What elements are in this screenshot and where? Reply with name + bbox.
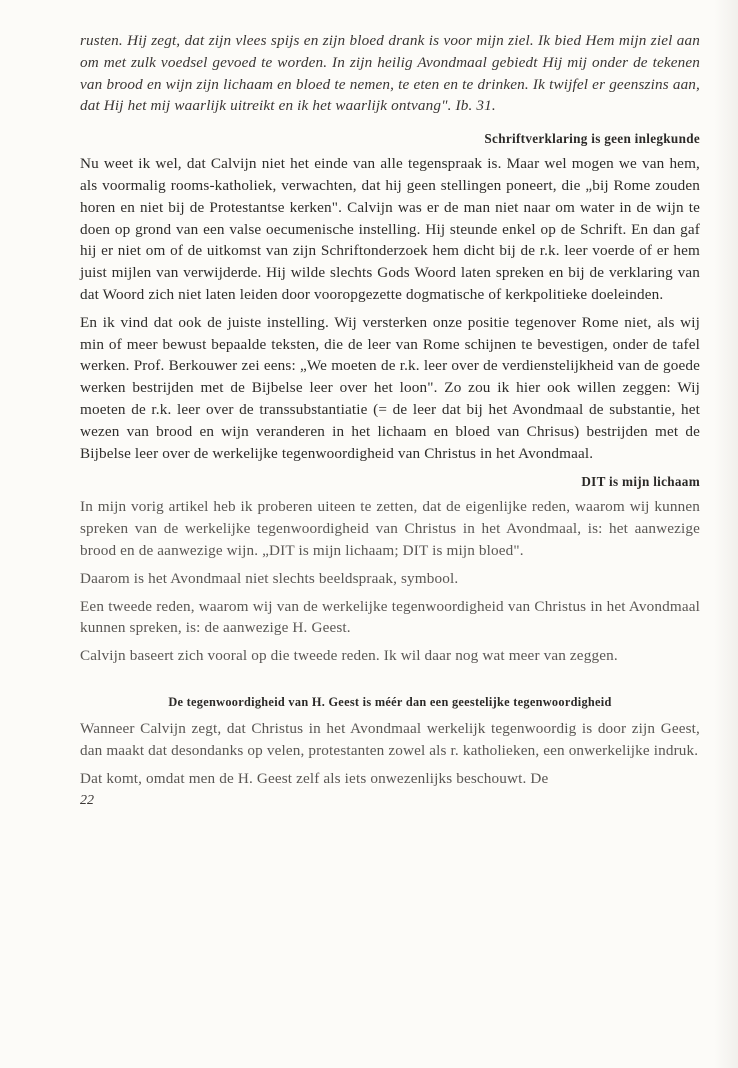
- section-heading-schriftverklaring: Schriftverklaring is geen inlegkunde: [484, 131, 700, 147]
- paragraph: Nu weet ik wel, dat Calvijn niet het einde van alle tegenspraak is. Maar wel mogen we van hem, als voormalig rooms-katholiek, verwachten, dat hij geen stellingen poneert, die „bij Rome zouden horen en niet bij de Protestantse kerken". Calvijn was er de man niet naar om water in de wijn te doen op grond van een valse oecumenische instelling. Hij steunde enkel op de Schrift. En dan gaf hij er niet om of de uitkomst van zijn Schriftonderzoek hem dicht bij de r.k. leer voerde of er hem juist mijlen van verwijderde. Hij wilde slechts Gods Woord laten spreken en bij de verklaring van dat Woord zich niet laten leiden door vooropgezette dogmatische of kerkpolitieke doeleinden.: [80, 155, 700, 303]
- paragraph: Dat komt, omdat men de H. Geest zelf als iets onwezenlijks beschouwt. De: [80, 769, 549, 787]
- paragraph: Een tweede reden, waarom wij van de werkelijke tegenwoordigheid van Christus in het Avondmaal kunnen spreken, is: de aanwezige H. Geest.: [80, 597, 700, 637]
- intro-quote: rusten. Hij zegt, dat zijn vlees spijs en zijn bloed drank is voor mijn ziel. Ik bied Hem mijn ziel aan om met zulk voedsel gevoed te worden. In zijn heilig Avondmaal gebiedt Hij mij onder de tekenen van brood en wijn zijn lichaam en bloed te nemen, te eten en te drinken. Ik twijfel er geenszins aan, dat Hij het mij waarlijk uitreikt en ik het waarlijk ontvang". Ib. 31.: [80, 32, 700, 115]
- page-edge-shadow: [714, 0, 738, 1068]
- section-heading-tegenwoordigheid: De tegenwoordigheid van H. Geest is méér dan een geestelijke tegenwoordigheid: [168, 694, 612, 709]
- section-heading-dit-is-mijn-lichaam: DIT is mijn lichaam: [581, 474, 700, 490]
- paragraph: Calvijn baseert zich vooral op die tweede reden. Ik wil daar nog wat meer van zeggen.: [80, 647, 618, 665]
- page-number: 22: [80, 793, 94, 809]
- paragraph: En ik vind dat ook de juiste instelling. Wij versterken onze positie tegenover Rome niet, als wij min of meer bewust bepaalde teksten, die de leer van Rome schijnen te bevestigen, onder de tafel werken. Prof. Berkouwer zei eens: „We moeten de r.k. leer over de verdienstelijkheid van de goede werken bestrijden met de Bijbelse leer over het loon". Zo zou ik hier ook willen zeggen: Wij moeten de r.k. leer over de transsubstantiatie (= de leer dat bij het Avondmaal de substantie, het wezen van brood en wijn veranderen in het lichaam en bloed van Chrisus) bestrijden met de Bijbelse leer over de werkelijke tegenwoordigheid van Christus in het Avondmaal.: [80, 313, 700, 462]
- paragraph: Daarom is het Avondmaal niet slechts beeldspraak, symbool.: [80, 569, 459, 587]
- page-content: [80, 30, 700, 809]
- paragraph: Wanneer Calvijn zegt, dat Christus in het Avondmaal werkelijk tegenwoordig is door zijn Geest, dan maakt dat desondanks op velen, protestanten zowel als r. katholieken, een onwerkelijke indruk.: [80, 719, 700, 759]
- paragraph: In mijn vorig artikel heb ik proberen uiteen te zetten, dat de eigenlijke reden, waarom wij kunnen spreken van de werkelijke tegenwoordigheid van Christus in het Avondmaal, is: het aanwezige brood en de aanwezige wijn. „DIT is mijn lichaam; DIT is mijn bloed".: [80, 498, 700, 559]
